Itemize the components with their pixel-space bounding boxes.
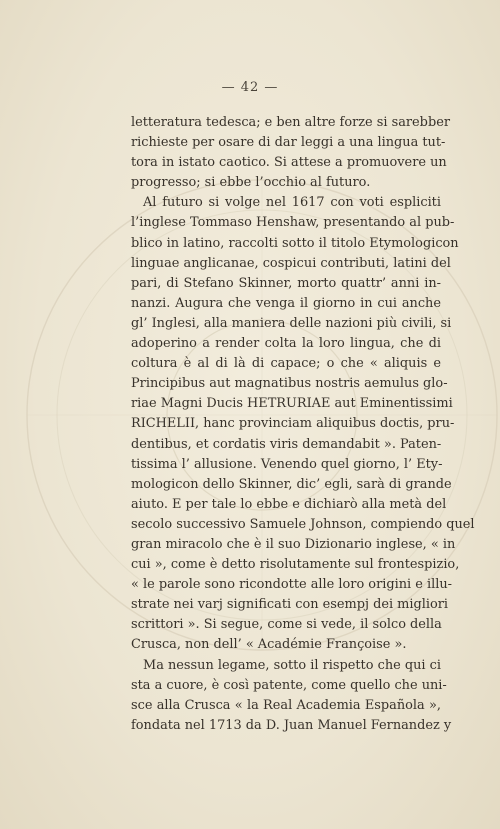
text-line-4: progresso; si ebbe l’occhio al futuro. [131, 175, 371, 191]
page-number: — 42 — [221, 80, 279, 95]
text-line-14: Principibus aut magnatibus nostris aemulus glo- [131, 376, 448, 392]
text-line-16: RICHELII, hanc provinciam aliquibus doctis, pru- [131, 416, 455, 432]
text-line-22: gran miracolo che è il suo Dizionario inglese, « in [131, 536, 456, 552]
text-line-27: Crusca, non dell’ « Académie Françoise ». [131, 637, 407, 653]
text-line-17: dentibus, et cordatis viris demandabit ». Paten- [131, 436, 442, 452]
text-line-28: Ma nessun legame, sotto il rispetto che qui ci [143, 657, 441, 673]
text-line-13: coltura è al di là di capace; o che « aliquis e [131, 356, 441, 372]
text-line-2: richieste per osare di dar leggi a una lingua tut- [131, 135, 446, 151]
text-line-19: mologicon dello Skinner, dic’ egli, sarà di grande [131, 476, 452, 492]
text-line-10: nanzi. Augura che venga il giorno in cui anche [131, 295, 441, 311]
text-line-20: aiuto. E per tale lo ebbe e dichiarò alla metà del [131, 496, 447, 512]
text-line-26: scrittori ». Si segue, come si vede, il solco della [131, 617, 442, 633]
text-line-24: « le parole sono ricondotte alle loro origini e illu- [131, 577, 453, 593]
text-line-31: fondata nel 1713 da D. Juan Manuel Fernandez y [131, 717, 452, 733]
text-line-25: strate nei varj significati con esempj dei migliori [131, 597, 449, 613]
text-line-18: tissima l’ allusione. Venendo quel giorno, l’ Ety- [131, 456, 443, 472]
text-line-5: Al futuro si volge nel 1617 con voti espliciti [143, 195, 441, 211]
text-line-15: riae Magni Ducis HETRURIAE aut Eminentissimi [131, 396, 453, 412]
text-line-11: gl’ Inglesi, alla maniera delle nazioni più civili, si [131, 315, 452, 331]
text-line-9: pari, di Stefano Skinner, morto quattr’ anni in- [131, 275, 441, 291]
text-line-1: letteratura tedesca; e ben altre forze si sarebber [131, 115, 450, 130]
text-line-23: cui », come è detto risolutamente sul frontespizio, [131, 557, 460, 573]
text-line-7: blico in latino, raccolti sotto il titolo Etymologicon [131, 235, 459, 251]
text-line-30: sce alla Crusca « la Real Academia Española », [131, 697, 441, 713]
text-line-12: adoperino a render colta la loro lingua, che di [131, 336, 441, 352]
text-line-8: linguae anglicanae, cospicui contributi, latini del [131, 255, 451, 271]
text-line-29: sta a cuore, è così patente, come quello che uni- [131, 677, 447, 693]
page-text-body [131, 113, 475, 736]
text-line-21: secolo successivo Samuele Johnson, compiendo quel [131, 516, 475, 532]
text-line-6: l’inglese Tommaso Henshaw, presentando al pub- [131, 215, 455, 231]
text-line-3: tora in istato caotico. Si attese a promuovere un [131, 155, 447, 171]
